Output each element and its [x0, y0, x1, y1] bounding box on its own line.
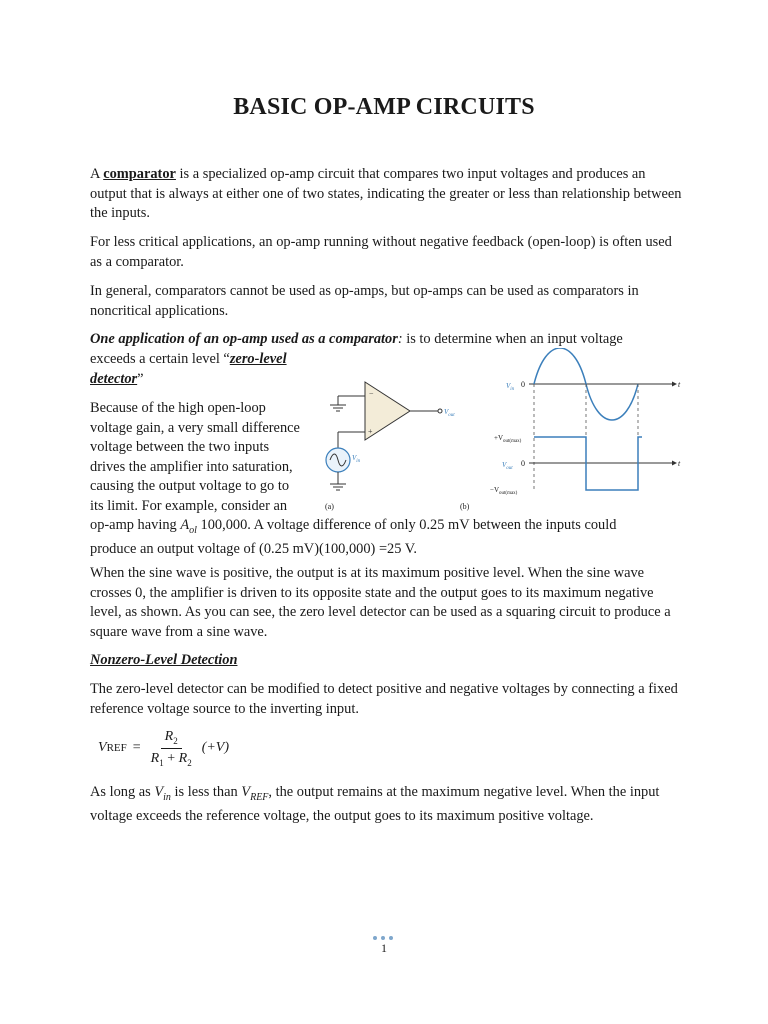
opamp-schematic: [315, 378, 465, 514]
page-number: 1: [381, 941, 387, 955]
vout-axis-label: $V_{out}$: [502, 461, 513, 471]
vout-zero-label: 0: [521, 459, 525, 468]
term-zero-level: zero-level: [229, 351, 287, 367]
term-detector: detector: [90, 370, 138, 387]
ground-icon-bottom: [330, 484, 346, 490]
paragraph-vin-vref: As long as $V_{in}$ is less than $V_{REF}$, the output remains at the maximum negative level. When the input voltage exceeds the reference voltage, the output goes to its maximum positive voltage.: [90, 784, 660, 825]
vout-label: $V_{out}$: [444, 408, 455, 418]
vout-max-neg-label: $-V_{out(max)}$: [490, 486, 518, 496]
paragraph-open-loop: For less critical applications, an op-amp running without negative feedback (open-loop) is often used as a comparator.: [90, 234, 672, 270]
paragraph-application-cont: exceeds a certain level “zero-level detector”: [90, 351, 287, 387]
figure-label-a: (a): [325, 502, 334, 511]
paragraph-application: One application of an op-amp used as a comparator: is to determine when an input voltage: [90, 331, 623, 347]
paragraph-gain: Because of the high open-loop voltage gain, a very small difference voltage between the two inputs drives the amplifier into saturation, causing the output voltage to go to its limit. For example, consider an op-amp having $A_{ol}$ 100,000. A voltage difference of only 0.25 mV between the inputs could produce an output voltage of (0.25 mV)(100,000) =25 V.: [90, 400, 617, 558]
vout-max-pos-label: $+V_{out(max)}$: [494, 434, 522, 444]
paragraph-comparator: A comparator is a specialized op-amp circuit that compares two input voltages and produces an output that is always at either one of two states, indicating the greater or less than relationship between the inputs.: [90, 166, 682, 221]
fraction: $\frac{R_2}{R_1 + R_2}$: [150, 729, 192, 768]
time-label-bottom: t: [678, 459, 681, 468]
ground-icon-top: [330, 405, 346, 411]
waveform-graph: [450, 348, 690, 514]
heading-nonzero-level: Nonzero-Level Detection: [90, 652, 238, 668]
paragraph-noncritical: In general, comparators cannot be used as op-amps, but op-amps can be used as comparators in noncritical applications.: [90, 283, 639, 319]
figure-label-b: (b): [460, 502, 470, 511]
vin-source-label: $V_{in}$: [352, 454, 361, 464]
inverting-input-label: −: [369, 389, 374, 398]
formula-vref: VREF = $\frac{R_2}{R_1 + R_2}$ (+V): [98, 729, 230, 768]
time-label-top: t: [678, 380, 681, 389]
vin-axis-label: $V_{in}$: [506, 382, 515, 392]
paragraph-reference: The zero-level detector can be modified to detect positive and negative voltages by connecting a fixed reference voltage source to the inverting input.: [90, 681, 678, 717]
vin-zero-label: 0: [521, 380, 525, 389]
noninverting-input-label: +: [368, 427, 373, 436]
page-title: BASIC OP-AMP CIRCUITS: [233, 94, 535, 120]
page-dots-icon: [373, 936, 393, 940]
paragraph-sine-wave: When the sine wave is positive, the output is at its maximum positive level. When the sine wave crosses 0, the amplifier is driven to its opposite state and the output goes to its maximum negative level, as shown. As you can see, the zero level detector can be used as a squaring circuit to produce a square wave from a sine wave.: [90, 565, 671, 640]
term-comparator: comparator: [103, 166, 176, 182]
